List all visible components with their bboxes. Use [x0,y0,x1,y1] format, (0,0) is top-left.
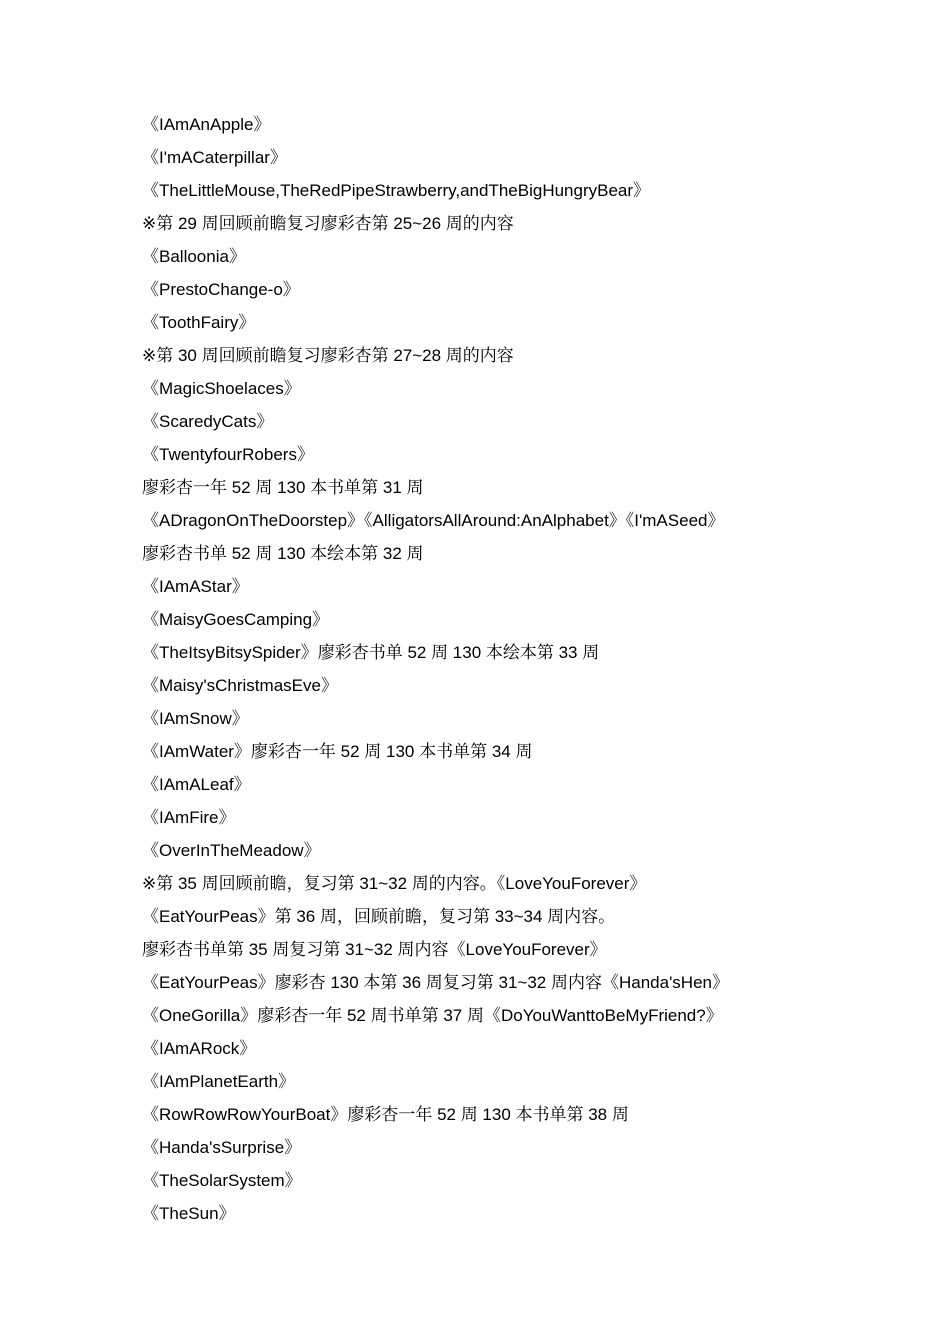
text-line: 《TheSolarSystem》 [142,1171,302,1190]
text-line: 《IAmSnow》 [142,709,249,728]
text-line: 《PrestoChange-o》 [142,280,300,299]
text-line: 《OneGorilla》廖彩杏一年 52 周书单第 37 周《DoYouWanttoBeMyFriend?》 [142,1006,723,1025]
text-line: 廖彩杏书单第 35 周复习第 31~32 周内容《LoveYouForever》 [142,940,607,959]
text-line: 《OverInTheMeadow》 [142,841,321,860]
document-body [142,108,862,1230]
text-line: 《IAmPlanetEarth》 [142,1072,296,1091]
text-line: 《IAmARock》 [142,1039,257,1058]
text-line: ※第 30 周回顾前瞻复习廖彩杏第 27~28 周的内容 [142,346,514,365]
text-line: 《Handa'sSurprise》 [142,1138,302,1157]
text-line: 《IAmAnApple》 [142,115,271,134]
text-line: 《RowRowRowYourBoat》廖彩杏一年 52 周 130 本书单第 38 周 [142,1105,629,1124]
text-line: 《IAmAStar》 [142,577,249,596]
text-line: 《IAmFire》 [142,808,236,827]
text-line: 《TheItsyBitsySpider》廖彩杏书单 52 周 130 本绘本第 33 周 [142,643,600,662]
text-line: 廖彩杏一年 52 周 130 本书单第 31 周 [142,478,424,497]
text-line: 《TheSun》 [142,1204,236,1223]
text-line: 《I'mACaterpillar》 [142,148,287,167]
text-line: 《Maisy'sChristmasEve》 [142,676,338,695]
text-line: 《TwentyfourRobers》 [142,445,314,464]
text-line: 《MagicShoelaces》 [142,379,301,398]
text-line: 《EatYourPeas》廖彩杏 130 本第 36 周复习第 31~32 周内容《Handa'sHen》 [142,973,729,992]
text-line: 《MaisyGoesCamping》 [142,610,330,629]
text-line: 《ADragonOnTheDoorstep》《AlligatorsAllAround:AnAlphabet》《I'mASeed》 [142,511,725,530]
text-line: 《EatYourPeas》第 36 周，回顾前瞻，复习第 33~34 周内容。 [142,907,616,926]
text-line: 廖彩杏书单 52 周 130 本绘本第 32 周 [142,544,424,563]
text-line: 《TheLittleMouse,TheRedPipeStrawberry,andTheBigHungryBear》 [142,181,651,200]
text-line: 《ToothFairy》 [142,313,256,332]
text-line: ※第 35 周回顾前瞻，复习第 31~32 周的内容。《LoveYouForever》 [142,874,647,893]
text-line: ※第 29 周回顾前瞻复习廖彩杏第 25~26 周的内容 [142,214,514,233]
text-line: 《Balloonia》 [142,247,246,266]
text-line: 《ScaredyCats》 [142,412,274,431]
text-line: 《IAmWater》廖彩杏一年 52 周 130 本书单第 34 周 [142,742,533,761]
text-line: 《IAmALeaf》 [142,775,251,794]
